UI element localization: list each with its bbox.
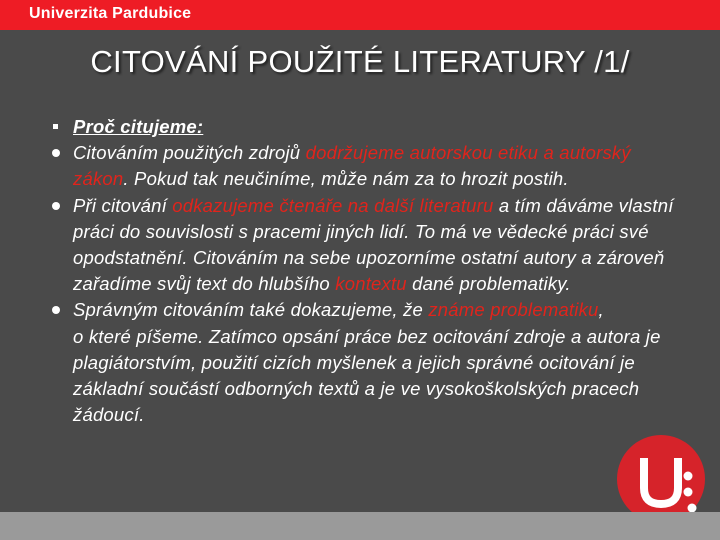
dot-bullet-icon: [52, 149, 60, 157]
footer-bar: [0, 512, 720, 540]
paragraph-text: Citováním použitých zdrojů: [73, 142, 306, 164]
square-bullet-icon: [53, 124, 58, 129]
dot-bullet-icon: [52, 202, 60, 210]
university-name: Univerzita Pardubice: [29, 5, 192, 22]
list-item-references: [49, 193, 689, 298]
slide-content: [49, 114, 689, 428]
paragraph-text: . Pokud tak neučiníme, může nám za to hrozit postih.: [123, 168, 569, 190]
highlight-text: odkazujeme čtenáře na další literaturu: [172, 194, 494, 216]
list-item-heading: [49, 114, 689, 140]
list-item-knowledge: [49, 297, 689, 428]
highlight-text: kontextu: [335, 273, 407, 295]
paragraph-text: Při citování: [73, 194, 173, 216]
paragraph-text: Správným citováním také dokazujeme, že: [73, 299, 429, 321]
paragraph-text: o které píšeme. Zatímco opsání práce bez ocitování zdroje a autora je plagiátorstvím, použití cizích myšlenek a jejich správné ocitování je základní součástí odborných textů a je ve vysokoškolských pracech žádoucí.: [73, 325, 661, 426]
paragraph-text: dané problematiky.: [406, 273, 571, 295]
paragraph-text: a tím dáváme vlastní práci do souvislosti s pracemi jiných lidí. To má ve vědecké práci své opodstatnění. Citováním na sebe upozorníme ostatní autory a zároveň zařadíme svůj text do hlubšího: [73, 194, 674, 295]
header-bar: [0, 0, 720, 30]
highlight-text: dodržujeme autorskou etiku a autorský zákon: [73, 142, 631, 190]
dot-bullet-icon: [52, 306, 60, 314]
slide-title: CITOVÁNÍ POUŽITÉ LITERATURY /1/: [90, 44, 630, 79]
paragraph-text: ,: [598, 299, 604, 321]
highlight-text: známe problematiku: [428, 299, 599, 321]
university-logo-icon: [616, 434, 706, 524]
list-item-ethics: [49, 140, 689, 192]
section-heading: Proč citujeme:: [73, 116, 204, 137]
